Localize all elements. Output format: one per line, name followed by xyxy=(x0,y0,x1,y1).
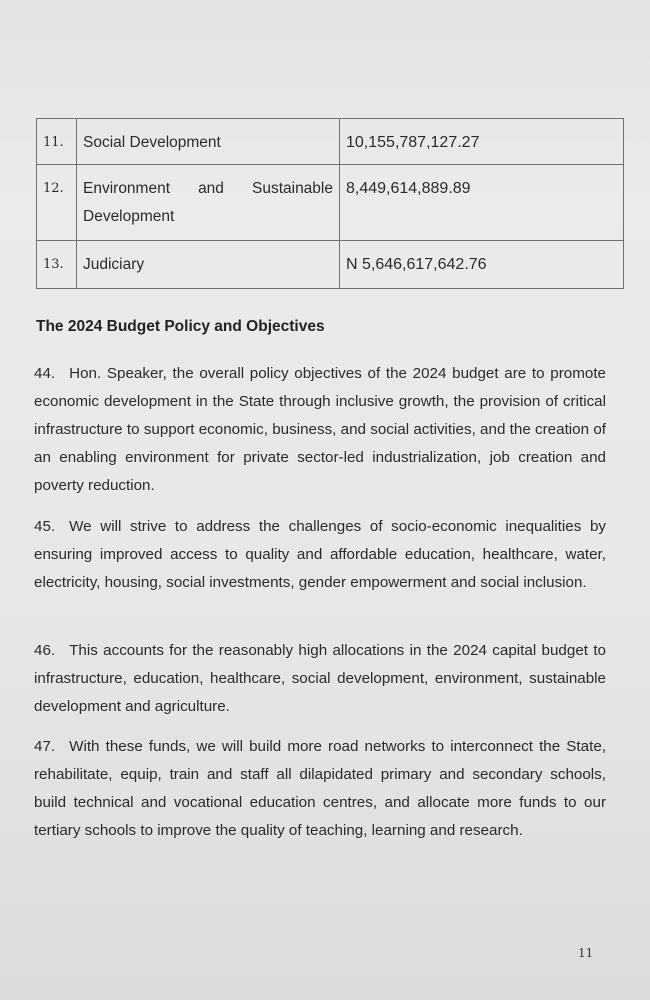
row-number: 12. xyxy=(37,165,77,241)
paragraph-number: 46. xyxy=(34,642,56,659)
row-description xyxy=(77,241,340,289)
row-description-text: Social Development xyxy=(83,134,221,151)
section-heading: The 2024 Budget Policy and Objectives xyxy=(36,318,325,335)
paragraph-47 xyxy=(34,733,606,845)
paragraph-45 xyxy=(34,513,606,597)
row-amount: 10,155,787,127.27 xyxy=(340,119,624,165)
paragraph-text: With these funds, we will build more road networks to interconnect the State, rehabilitate, equip, train and staff all dilapidated primary and secondary schools, build technical and vocational education centres, and allocate more funds to our tertiary schools to improve the quality of teaching, learning and research. xyxy=(34,738,606,839)
table-row xyxy=(37,241,624,289)
paragraph-number: 47. xyxy=(34,738,56,755)
paragraph-text: We will strive to address the challenges of socio-economic inequalities by ensuring improved access to quality and affordable education, healthcare, water, electricity, housing, social investments, gender empowerment and social inclusion. xyxy=(34,518,606,591)
row-amount: 8,449,614,889.89 xyxy=(340,165,624,241)
paragraph-number: 45. xyxy=(34,518,56,535)
row-description-line xyxy=(83,175,333,203)
paragraph-44 xyxy=(34,360,606,500)
row-description xyxy=(77,119,340,165)
row-description-word: Sustainable xyxy=(251,180,333,197)
row-number: 11. xyxy=(37,119,77,165)
paragraph-number: 44. xyxy=(34,365,56,382)
row-description-word: and xyxy=(198,180,224,197)
paragraph-text: This accounts for the reasonably high allocations in the 2024 capital budget to infrastructure, education, healthcare, social development, environment, sustainable development and agriculture. xyxy=(34,642,606,715)
table-row xyxy=(37,165,624,241)
budget-allocation-table xyxy=(36,118,624,289)
row-description-word: Environment xyxy=(83,180,171,197)
paragraph-text: Hon. Speaker, the overall policy objectives of the 2024 budget are to promote economic development in the State through inclusive growth, the provision of critical infrastructure to support economic, business, and social activities, and the creation of an enabling environment for private sector-led industrialization, job creation and poverty reduction. xyxy=(34,365,606,494)
page-number: 11 xyxy=(578,946,594,960)
row-description-text: Judiciary xyxy=(83,256,145,273)
row-description xyxy=(77,165,340,241)
row-number: 13. xyxy=(37,241,77,289)
paragraph-46 xyxy=(34,637,606,721)
row-description-line2: Development xyxy=(83,208,175,225)
row-amount: N 5,646,617,642.76 xyxy=(340,241,624,289)
table-row xyxy=(37,119,624,165)
